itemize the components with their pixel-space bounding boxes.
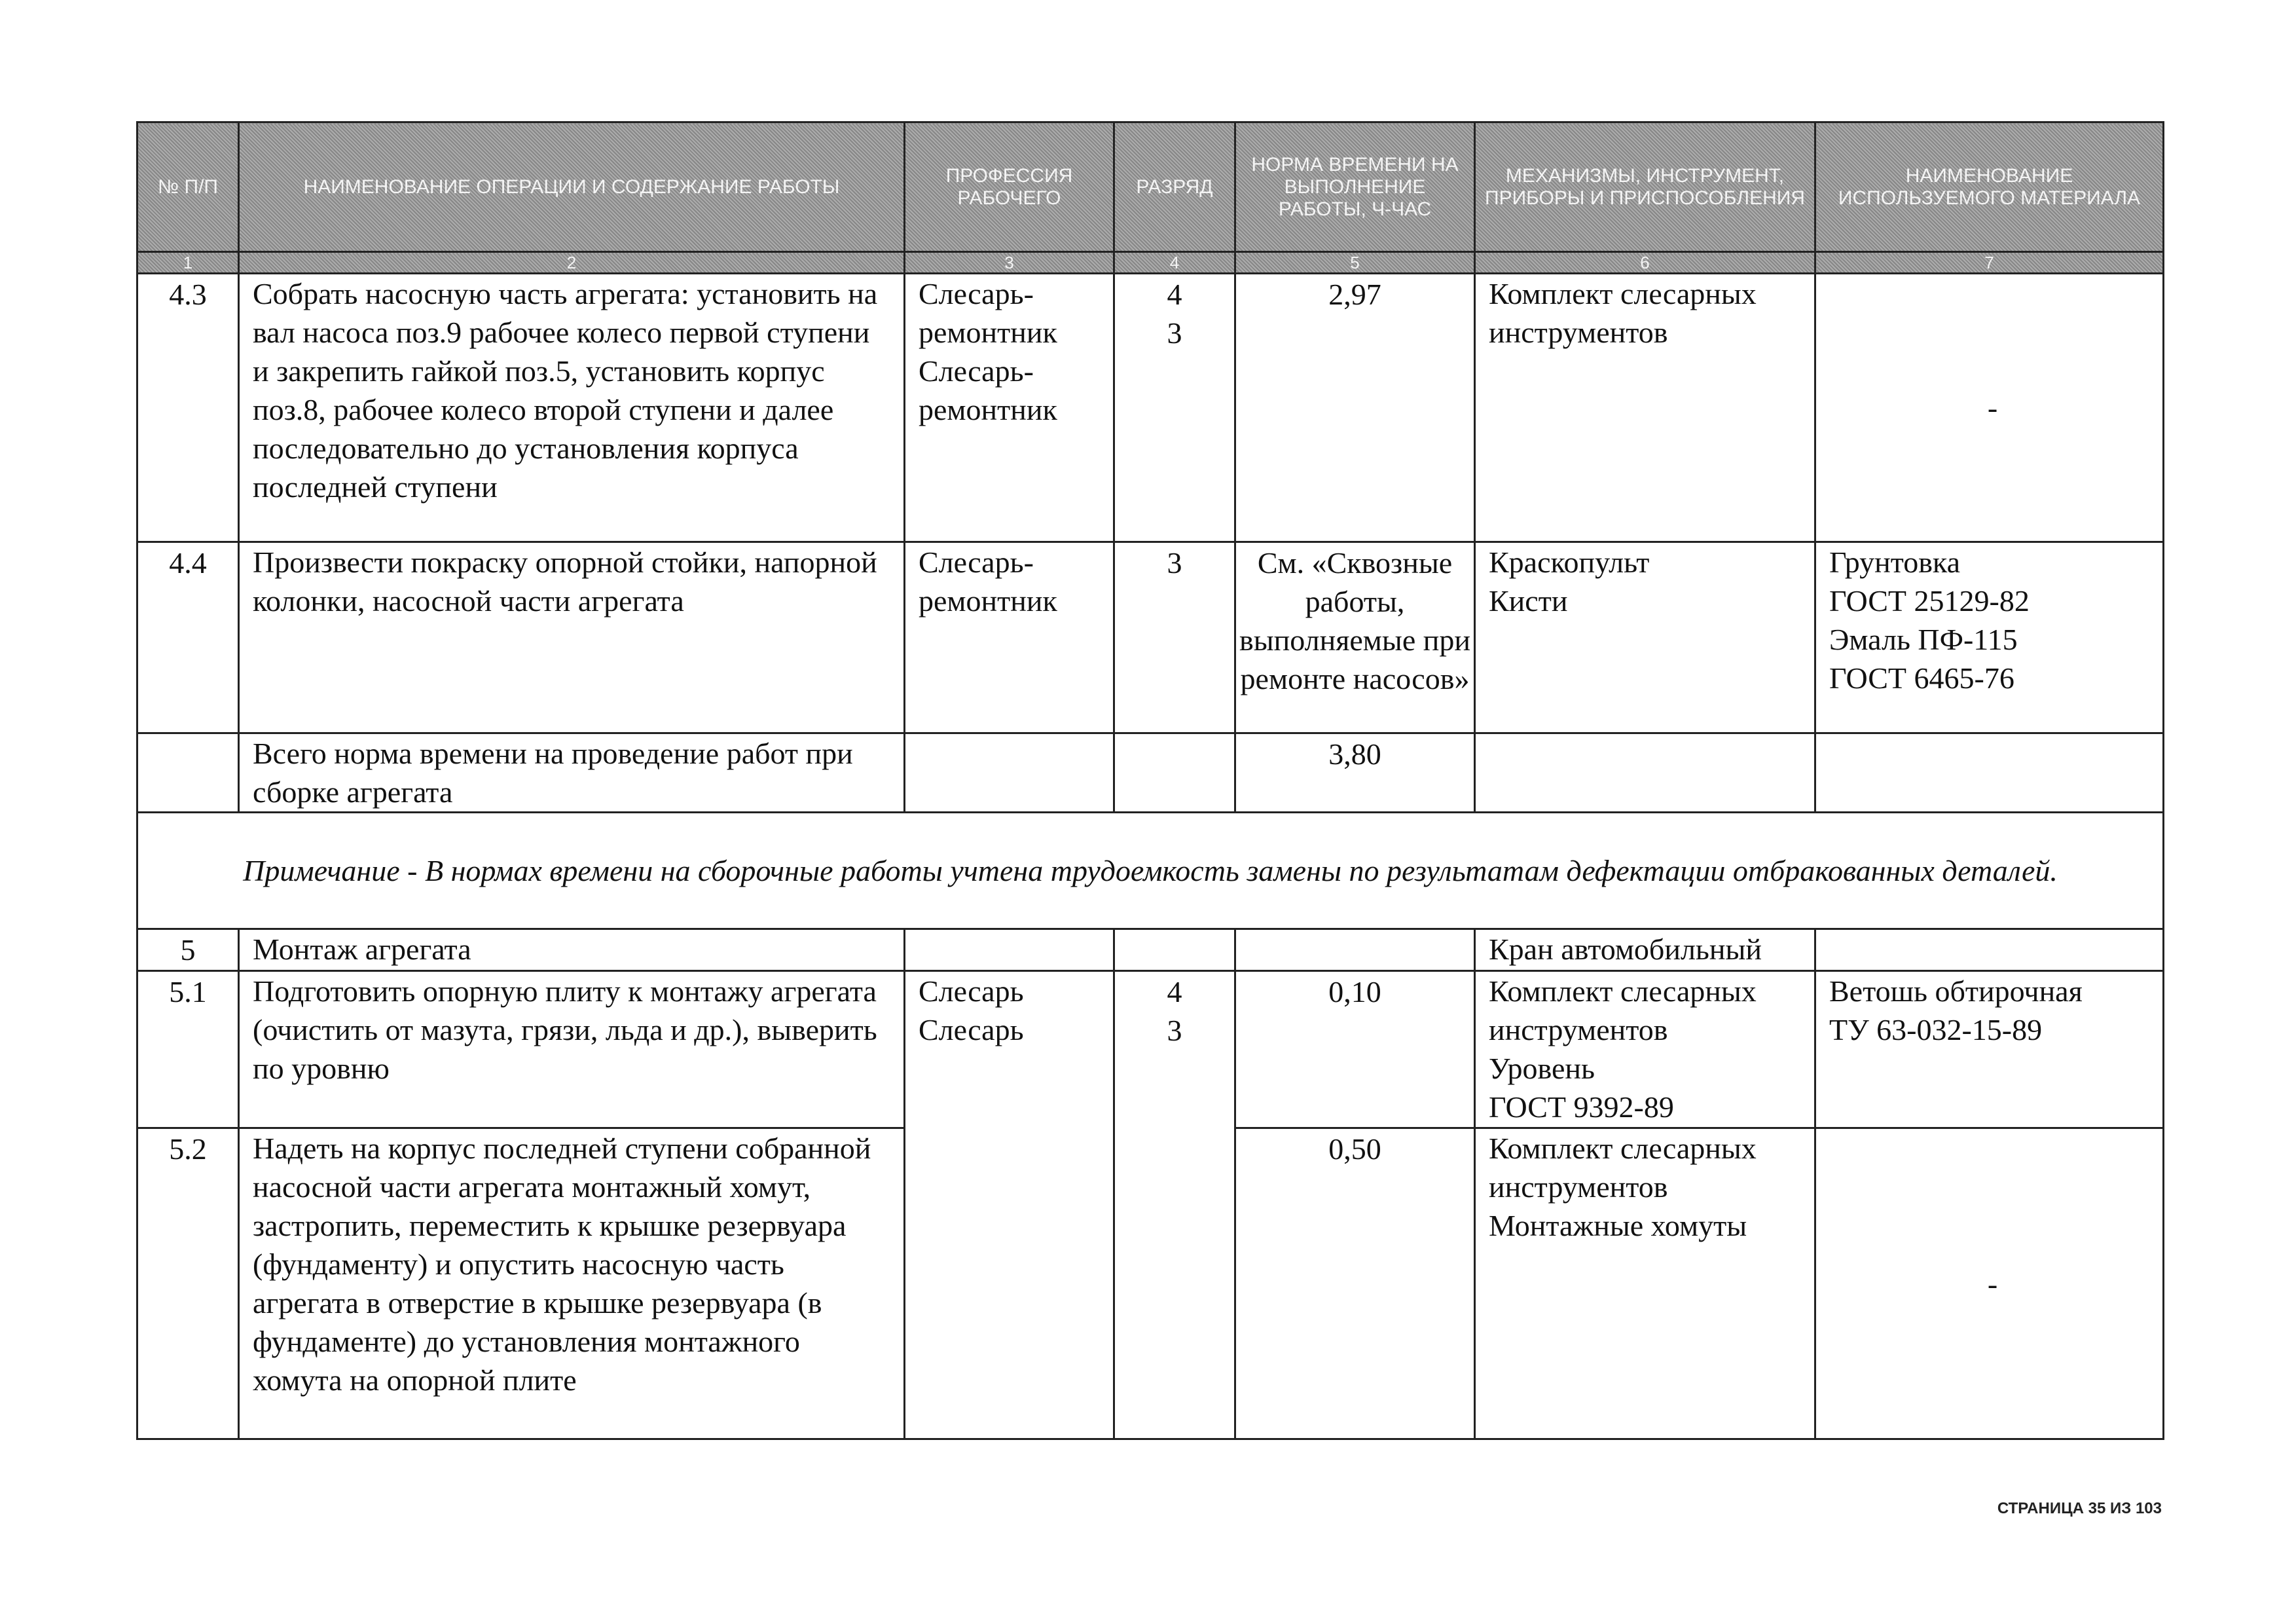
tools-text: Уровень bbox=[1489, 1052, 1595, 1085]
grade-text: 4 bbox=[1167, 278, 1182, 311]
profession-text: Слесарь bbox=[919, 974, 1024, 1008]
work-norms-table bbox=[136, 121, 2164, 1440]
empty-cell bbox=[137, 733, 239, 813]
tools-text: Комплект слесарных инструментов bbox=[1489, 974, 1757, 1046]
note-text: Примечание - В нормах времени на сборочные работы учтена трудоемкость замены по результатам дефектации отбракованных деталей. bbox=[137, 813, 2164, 929]
row-number: 5.1 bbox=[137, 971, 239, 1128]
grade-text: 3 bbox=[1114, 542, 1235, 733]
material-text: ГОСТ 6465-76 bbox=[1829, 661, 2014, 695]
material-text: Грунтовка bbox=[1829, 545, 1960, 579]
row-number: 4.3 bbox=[137, 274, 239, 542]
material-text: Ветошь обтирочная bbox=[1829, 974, 2083, 1008]
norm-value: 2,97 bbox=[1235, 274, 1475, 542]
empty-cell bbox=[905, 929, 1114, 971]
section-number: 5 bbox=[137, 929, 239, 971]
operation-text: Произвести покраску опорной стойки, напорной колонки, насосной части агрегата bbox=[239, 542, 905, 733]
section-row bbox=[137, 929, 2164, 971]
profession-text: Слесарь-ремонтник bbox=[919, 354, 1057, 426]
empty-cell bbox=[1815, 929, 2164, 971]
page-number: СТРАНИЦА 35 ИЗ 103 bbox=[1997, 1500, 2162, 1517]
tools-text: Монтажные хомуты bbox=[1489, 1209, 1747, 1242]
tools-text: ГОСТ 9392-89 bbox=[1489, 1090, 1674, 1124]
total-label: Всего норма времени на проведение работ при сборке агрегата bbox=[239, 733, 905, 813]
column-number: 3 bbox=[905, 252, 1114, 274]
header-grade: РАЗРЯД bbox=[1114, 122, 1235, 252]
column-number: 5 bbox=[1235, 252, 1475, 274]
row-number: 4.4 bbox=[137, 542, 239, 733]
tools-cell bbox=[1475, 542, 1815, 733]
column-number: 4 bbox=[1114, 252, 1235, 274]
profession-text: Слесарь-ремонтник bbox=[919, 277, 1057, 349]
empty-cell bbox=[905, 733, 1114, 813]
empty-cell bbox=[1235, 929, 1475, 971]
note-row bbox=[137, 813, 2164, 929]
profession-cell bbox=[905, 971, 1114, 1439]
material-text: Эмаль ПФ-115 bbox=[1829, 623, 2018, 656]
material-cell bbox=[1815, 542, 2164, 733]
material-text: ГОСТ 25129-82 bbox=[1829, 584, 2030, 618]
column-number: 2 bbox=[239, 252, 905, 274]
table-row bbox=[137, 971, 2164, 1128]
profession-text: Слесарь-ремонтник bbox=[905, 542, 1114, 733]
material-text: - bbox=[1815, 1128, 2164, 1439]
tools-text: Кран автомобильный bbox=[1475, 929, 1815, 971]
column-number: 7 bbox=[1815, 252, 2164, 274]
empty-cell bbox=[1114, 929, 1235, 971]
row-number: 5.2 bbox=[137, 1128, 239, 1439]
operation-text: Подготовить опорную плиту к монтажу агрегата (очистить от мазута, грязи, льда и др.), выверить по уровню bbox=[239, 971, 905, 1128]
grade-text: 4 bbox=[1167, 975, 1182, 1008]
table-row bbox=[137, 542, 2164, 733]
total-norm-value: 3,80 bbox=[1235, 733, 1475, 813]
column-number: 6 bbox=[1475, 252, 1815, 274]
table-row bbox=[137, 274, 2164, 542]
tools-cell bbox=[1475, 971, 1815, 1128]
norm-value: См. «Сквозные работы, выполняемые при ремонте насосов» bbox=[1235, 542, 1475, 733]
section-title: Монтаж агрегата bbox=[239, 929, 905, 971]
profession-cell bbox=[905, 274, 1114, 542]
tools-text: Комплект слесарных инструментов bbox=[1489, 1132, 1757, 1204]
material-text: ТУ 63-032-15-89 bbox=[1829, 1013, 2043, 1046]
profession-text: Слесарь bbox=[919, 1013, 1024, 1046]
tools-text: Комплект слесарных инструментов bbox=[1475, 274, 1815, 542]
header-profession: ПРОФЕССИЯ РАБОЧЕГО bbox=[905, 122, 1114, 252]
norm-value: 0,50 bbox=[1235, 1128, 1475, 1439]
grade-cell bbox=[1114, 971, 1235, 1439]
table-header bbox=[137, 122, 2164, 274]
tools-text: Кисти bbox=[1489, 584, 1568, 618]
table-row-total bbox=[137, 733, 2164, 813]
header-operation: НАИМЕНОВАНИЕ ОПЕРАЦИИ И СОДЕРЖАНИЕ РАБОТЫ bbox=[239, 122, 905, 252]
empty-cell bbox=[1114, 733, 1235, 813]
tools-text: Краскопульт bbox=[1489, 545, 1650, 579]
operation-text: Собрать насосную часть агрегата: установить на вал насоса поз.9 рабочее колесо первой ступени и закрепить гайкой поз.5, установить корпус поз.8, рабочее колесо второй ступени и далее последовательно до установления корпуса последней ступени bbox=[239, 274, 905, 542]
empty-cell bbox=[1475, 733, 1815, 813]
header-norm: НОРМА ВРЕМЕНИ НА ВЫПОЛНЕНИЕ РАБОТЫ, Ч-ЧАС bbox=[1235, 122, 1475, 252]
empty-cell bbox=[1815, 733, 2164, 813]
header-num: № П/П bbox=[137, 122, 239, 252]
grade-text: 3 bbox=[1167, 316, 1182, 350]
tools-cell bbox=[1475, 1128, 1815, 1439]
material-cell bbox=[1815, 971, 2164, 1128]
header-tools: МЕХАНИЗМЫ, ИНСТРУМЕНТ, ПРИБОРЫ И ПРИСПОСОБЛЕНИЯ bbox=[1475, 122, 1815, 252]
material-text: - bbox=[1815, 274, 2164, 542]
grade-text: 3 bbox=[1167, 1014, 1182, 1047]
norm-value: 0,10 bbox=[1235, 971, 1475, 1128]
operation-text: Надеть на корпус последней ступени собранной насосной части агрегата монтажный хомут, застропить, переместить к крышке резервуара (фундаменту) и опустить насосную часть агрегата в отверстие в крышке резервуара (в фундаменте) до установления монтажного хомута на опорной плите bbox=[239, 1128, 905, 1439]
column-number: 1 bbox=[137, 252, 239, 274]
grade-cell bbox=[1114, 274, 1235, 542]
header-material: НАИМЕНОВАНИЕ ИСПОЛЬЗУЕМОГО МАТЕРИАЛА bbox=[1815, 122, 2164, 252]
